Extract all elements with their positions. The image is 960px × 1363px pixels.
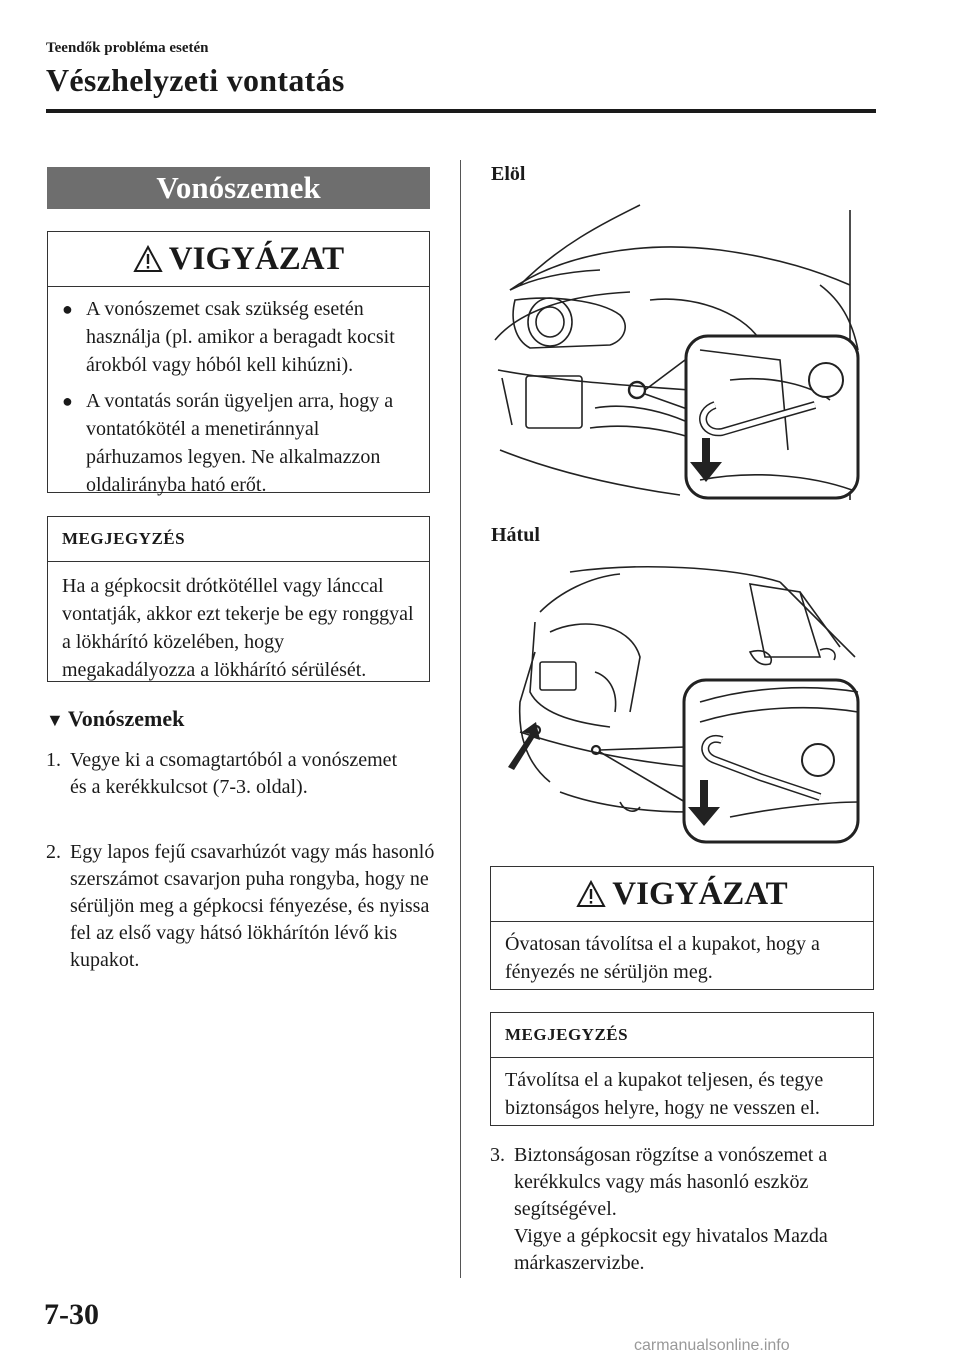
note-heading: MEGJEGYZÉS: [491, 1013, 873, 1058]
header-rule: [46, 109, 876, 113]
subsection-heading: [46, 706, 184, 732]
bullet-dot: ●: [62, 299, 73, 319]
bullet-text: A vonószemet csak szükség esetén használja (pl. amikor a beragadt kocsit árokból vagy hóból kell kihúzni).: [86, 298, 395, 376]
warning-triangle-icon: [133, 245, 163, 273]
site-watermark: carmanualsonline.info: [634, 1337, 790, 1354]
figure-label-rear: Hátul: [491, 524, 540, 546]
triangle-marker-icon: ▼: [46, 710, 64, 730]
caution-text: Óvatosan távolítsa el a kupakot, hogy a fényezés ne sérüljön meg.: [505, 933, 820, 983]
list-item: [62, 387, 415, 499]
step-item: [490, 1142, 876, 1277]
step-number: 1.: [46, 749, 61, 771]
section-banner: Vonószemek: [47, 167, 430, 209]
caution-heading-text: VIGYÁZAT: [168, 240, 345, 277]
step-text: Egy lapos fejű csavarhúzót vagy más hasonló szerszámot csavarjon puha rongyba, hogy ne sérüljön meg a gépkocsi fényezése, és nyissa fel az első vagy hátsó lökhárítón lévő kis kupakot.: [70, 841, 435, 971]
note-box: [490, 1012, 874, 1126]
caution-body: [48, 287, 429, 517]
bullet-dot: ●: [62, 391, 73, 411]
note-heading: MEGJEGYZÉS: [48, 517, 429, 562]
step-item: [46, 747, 400, 801]
page-number: 7-30: [44, 1298, 99, 1331]
rear-towing-eye-illustration: [500, 562, 868, 844]
list-item: [62, 295, 415, 379]
caution-heading-text: VIGYÁZAT: [612, 875, 788, 912]
step-item: [46, 839, 442, 974]
note-text: Távolítsa el a kupakot teljesen, és tegye biztonságos helyre, hogy ne vesszen el.: [505, 1069, 824, 1119]
step-text-secondary: Vigye a gépkocsit egy hivatalos Mazda márkaszervizbe.: [514, 1225, 828, 1274]
warning-triangle-icon: [576, 880, 606, 908]
page-title: Vészhelyzeti vontatás: [46, 62, 345, 98]
step-text: Biztonságosan rögzítse a vonószemet a kerékkulcs vagy más hasonló eszköz segítségével.: [514, 1144, 828, 1220]
step-number: 3.: [490, 1144, 505, 1166]
note-text: Ha a gépkocsit drótkötéllel vagy lánccal vontatják, akkor ezt tekerje be egy ronggyal a lökhárító közelében, hogy megakadályozza a lökhárító sérülését.: [62, 575, 414, 681]
subsection-title: Vonószemek: [67, 706, 185, 731]
caution-heading: [48, 232, 429, 287]
column-divider: [460, 160, 461, 1278]
step-text: Vegye ki a csomagtartóból a vonószemet és a kerékkulcsot (7-3. oldal).: [70, 749, 398, 798]
caution-box: [490, 866, 874, 990]
bullet-text: A vontatás során ügyeljen arra, hogy a vontatókötél a menetiránnyal párhuzamos legyen. Ne alkalmazzon oldalirányba ható erőt.: [86, 390, 394, 496]
chapter-label: Teendők probléma esetén: [46, 40, 209, 56]
caution-box: [47, 231, 430, 496]
figure-label-front: Elöl: [491, 163, 526, 185]
note-box: [47, 516, 430, 682]
front-towing-eye-illustration: [490, 200, 862, 500]
caution-heading: [491, 867, 873, 922]
step-number: 2.: [46, 841, 61, 863]
